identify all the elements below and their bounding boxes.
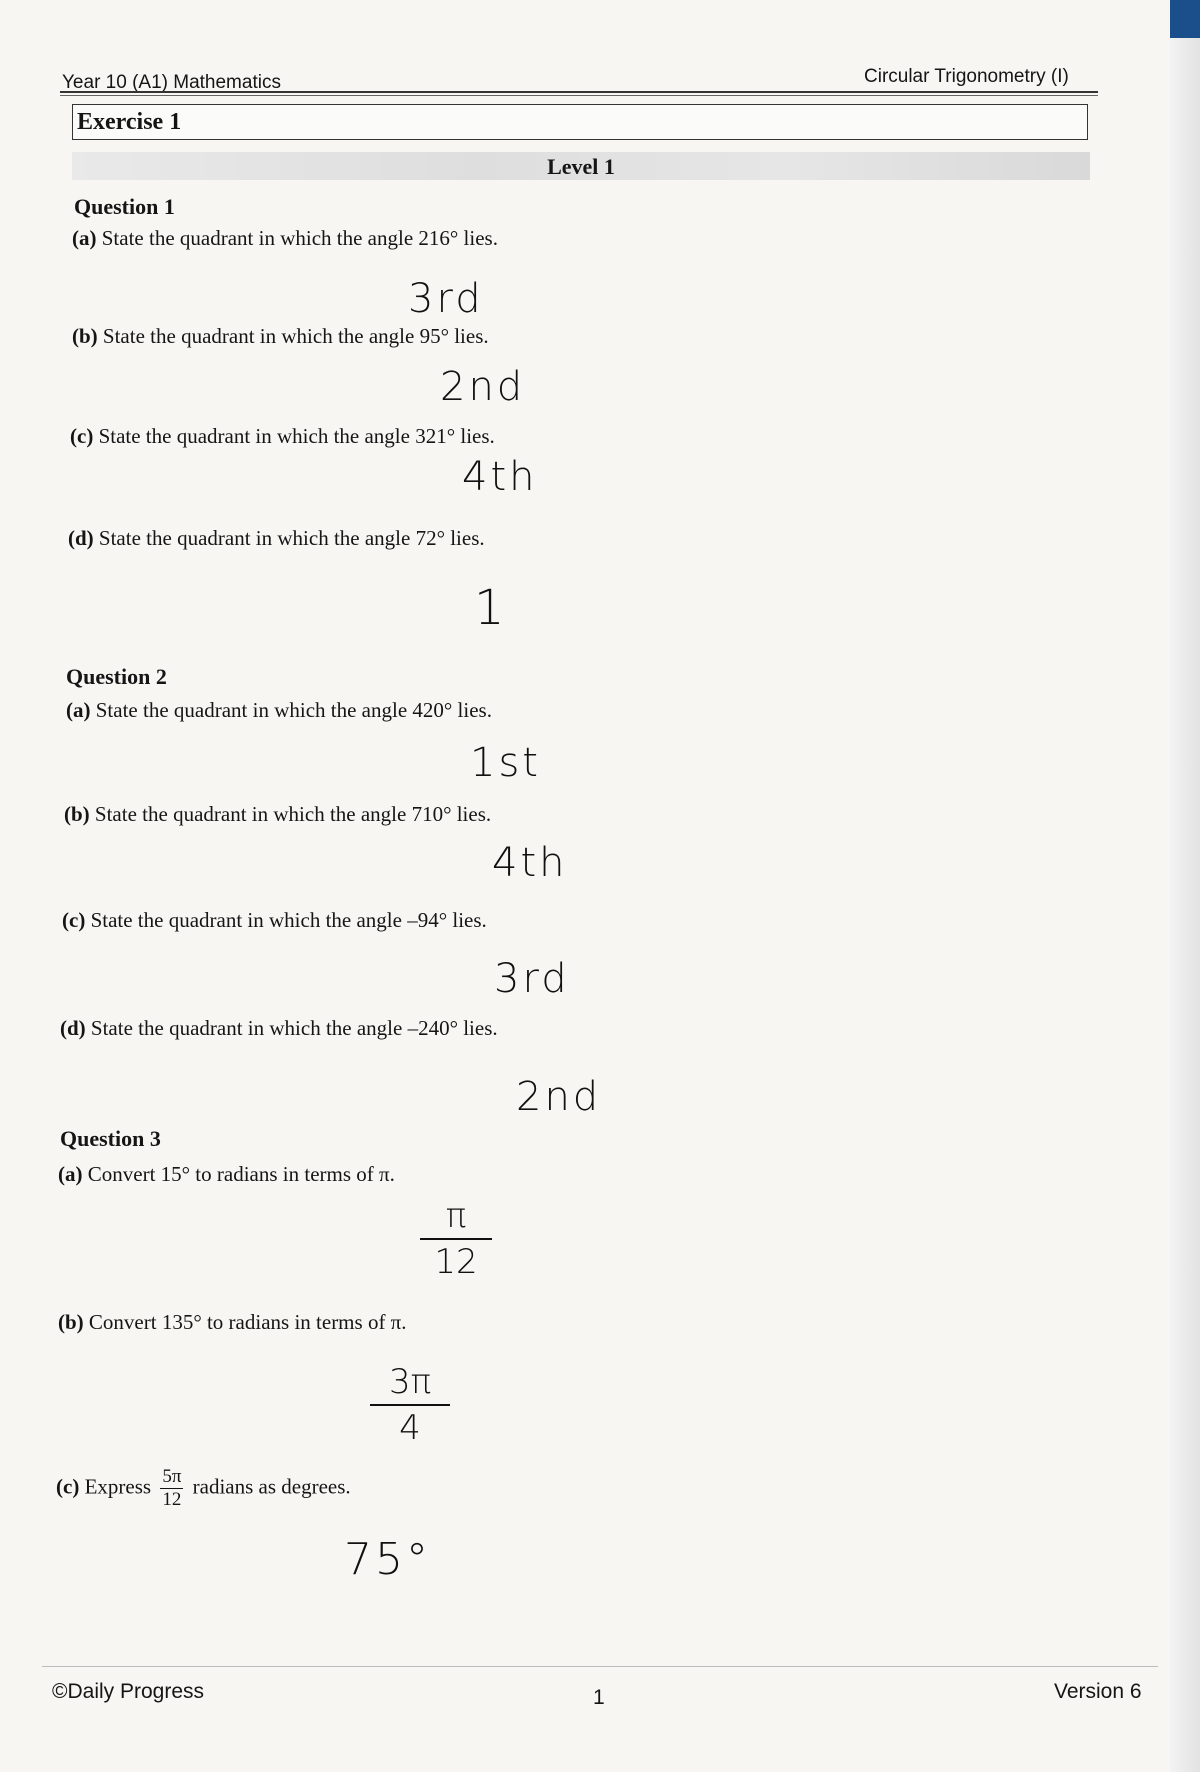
page-edge-blue bbox=[1170, 0, 1200, 38]
q2b-answer: 4th bbox=[492, 840, 568, 886]
exercise-box bbox=[72, 104, 1088, 140]
q1d-answer: 1 bbox=[474, 580, 508, 636]
q3b-answer bbox=[370, 1362, 450, 1448]
q1b-answer: 2nd bbox=[440, 364, 526, 410]
q3c-answer: 75° bbox=[344, 1534, 431, 1585]
header-rule bbox=[60, 91, 1098, 93]
header-topic: Circular Trigonometry (I) bbox=[864, 66, 1069, 87]
level-title: Level 1 bbox=[547, 154, 615, 179]
q1d-label: (d) bbox=[68, 526, 94, 550]
q1c-answer: 4th bbox=[462, 454, 538, 500]
q2a-text bbox=[66, 698, 492, 723]
q3c-fraction-denominator: 12 bbox=[162, 1489, 182, 1510]
q3b-answer-denominator: 4 bbox=[399, 1408, 421, 1448]
q1b-text bbox=[72, 324, 489, 349]
q1d-prompt: State the quadrant in which the angle 72° lies. bbox=[98, 526, 485, 550]
footer-copyright: ©Daily Progress bbox=[52, 1680, 205, 1703]
q2d-prompt: State the quadrant in which the angle –240° lies. bbox=[90, 1016, 498, 1040]
q1a-label: (a) bbox=[72, 226, 97, 250]
header-rule-thin bbox=[60, 95, 1098, 96]
q2c-prompt: State the quadrant in which the angle –94° lies. bbox=[90, 908, 487, 932]
question-1-title: Question 1 bbox=[74, 194, 175, 219]
q3a-answer-denominator: 12 bbox=[434, 1242, 478, 1282]
q3a-answer-bar bbox=[420, 1238, 492, 1240]
q2a-label: (a) bbox=[66, 698, 91, 722]
q2d-answer: 2nd bbox=[516, 1074, 602, 1120]
level-bar bbox=[72, 152, 1090, 180]
q3c-fraction bbox=[160, 1466, 183, 1511]
q3c-fraction-numerator: 5π bbox=[162, 1466, 182, 1487]
q1c-prompt: State the quadrant in which the angle 321° lies. bbox=[98, 424, 495, 448]
q3b-text bbox=[58, 1310, 407, 1335]
q3b-answer-bar bbox=[370, 1404, 450, 1406]
header-course: Year 10 (A1) Mathematics bbox=[62, 72, 281, 93]
q2b-prompt: State the quadrant in which the angle 710° lies. bbox=[94, 802, 492, 826]
q3b-prompt: Convert 135° to radians in terms of π. bbox=[88, 1310, 407, 1334]
q2d-label: (d) bbox=[60, 1016, 86, 1040]
q3a-prompt: Convert 15° to radians in terms of π. bbox=[87, 1162, 395, 1186]
q3a-text bbox=[58, 1162, 395, 1187]
q2b-text bbox=[64, 802, 491, 827]
q2c-answer: 3rd bbox=[494, 956, 570, 1002]
q3a-label: (a) bbox=[58, 1162, 83, 1186]
q1a-text bbox=[72, 226, 498, 251]
q3c-text bbox=[56, 1466, 351, 1511]
q1b-prompt: State the quadrant in which the angle 95° lies. bbox=[102, 324, 489, 348]
question-3-title: Question 3 bbox=[60, 1126, 161, 1151]
q3a-answer bbox=[420, 1196, 492, 1282]
q1a-prompt: State the quadrant in which the angle 216° lies. bbox=[101, 226, 498, 250]
q2d-text bbox=[60, 1016, 498, 1041]
q1a-answer: 3rd bbox=[408, 276, 484, 322]
q2b-label: (b) bbox=[64, 802, 90, 826]
page-edge bbox=[1170, 0, 1200, 1772]
q2c-label: (c) bbox=[62, 908, 86, 932]
q3a-answer-numerator: π bbox=[445, 1196, 467, 1236]
q3c-label: (c) bbox=[56, 1474, 80, 1499]
q2a-answer: 1st bbox=[470, 740, 541, 786]
q1b-label: (b) bbox=[72, 324, 98, 348]
q3b-answer-numerator: 3π bbox=[388, 1362, 432, 1402]
q2a-prompt: State the quadrant in which the angle 420° lies. bbox=[95, 698, 492, 722]
q3c-prompt-after: radians as degrees. bbox=[192, 1474, 351, 1499]
footer-version: Version 6 bbox=[1054, 1680, 1142, 1703]
q1c-label: (c) bbox=[70, 424, 94, 448]
q1d-text bbox=[68, 526, 485, 551]
footer-rule bbox=[42, 1666, 1158, 1667]
q1c-text bbox=[70, 424, 495, 449]
q2c-text bbox=[62, 908, 487, 933]
footer-page-number: 1 bbox=[593, 1686, 605, 1709]
q3c-prompt-before: Express bbox=[84, 1474, 152, 1499]
question-2-title: Question 2 bbox=[66, 664, 167, 689]
q3b-label: (b) bbox=[58, 1310, 84, 1334]
exercise-title: Exercise 1 bbox=[77, 109, 182, 135]
